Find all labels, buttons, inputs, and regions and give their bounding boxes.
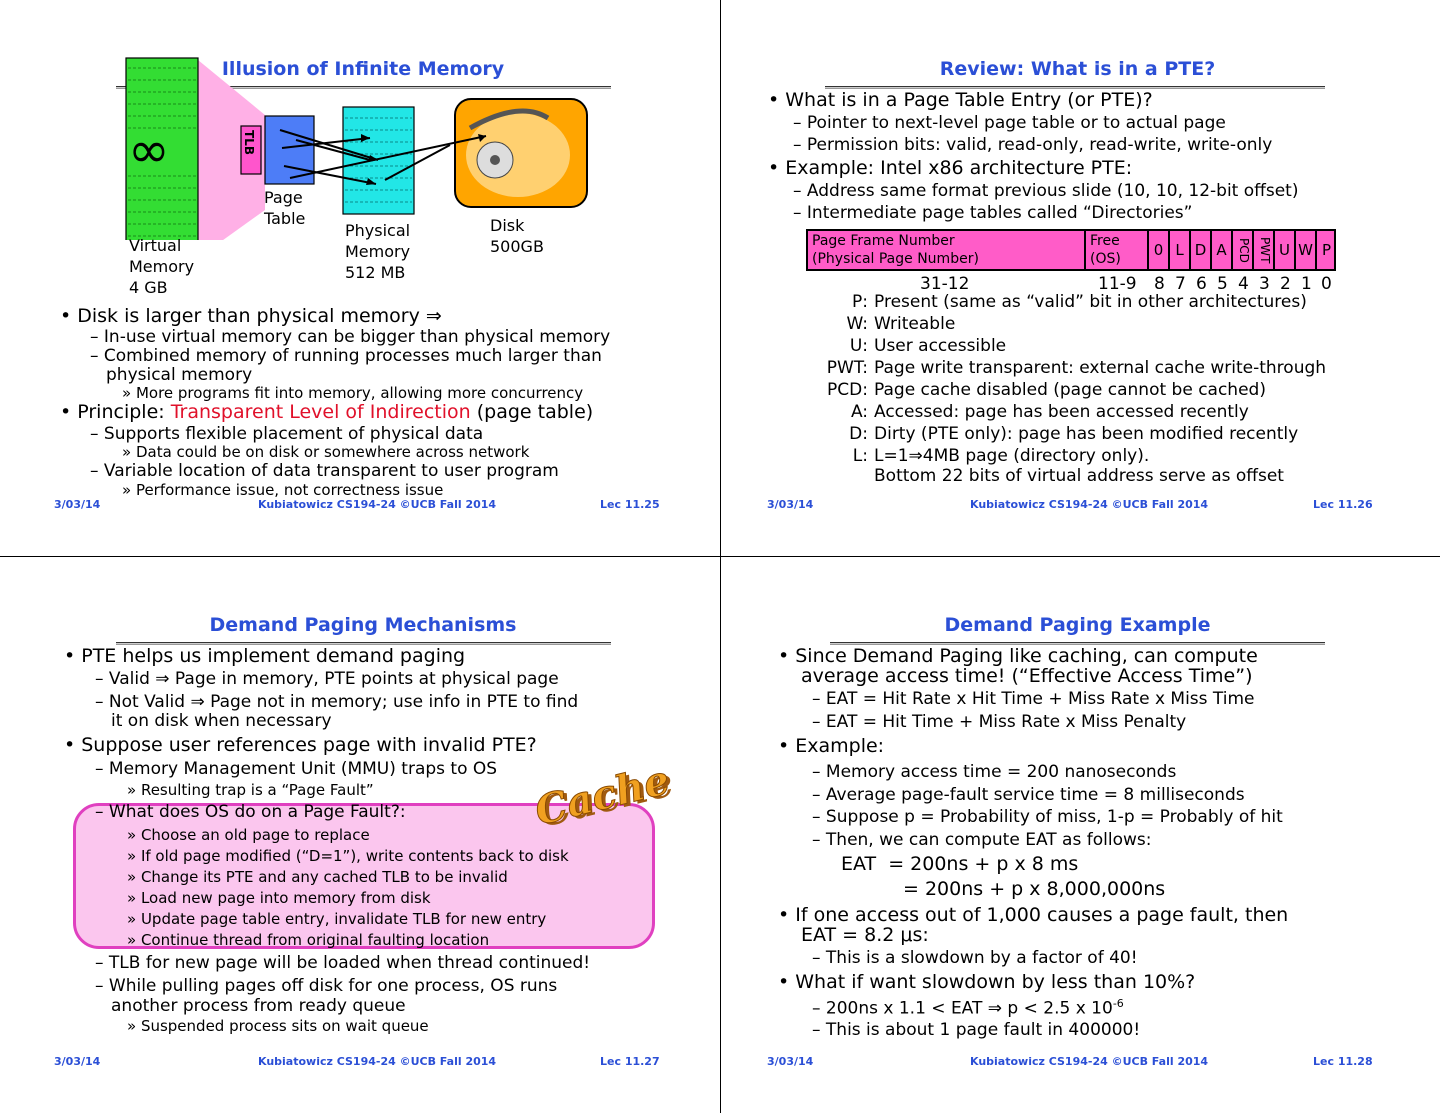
pte-bit: L: [1170, 231, 1191, 269]
slide-demand-paging-example: [720, 557, 1440, 1113]
virtual-memory-label: Virtual Memory 4 GB: [129, 236, 195, 297]
pte-bit: P: [1321, 241, 1332, 259]
bit-number: 4: [1238, 274, 1249, 294]
sub-bullet: – Pointer to next-level page table or to actual page: [793, 113, 1226, 133]
page-table-label: Page Table: [264, 188, 306, 228]
sub-bullet: – This is about 1 page fault in 400000!: [812, 1020, 1141, 1040]
cache-word-art: Cache: [530, 756, 675, 835]
bullet: • Suppose user references page with invalid PTE?: [64, 734, 537, 756]
pte-bit: PCD: [1233, 231, 1254, 269]
pte-field-free: Free (OS): [1086, 231, 1149, 269]
sub-bullet: – Memory access time = 200 nanoseconds: [812, 762, 1177, 782]
bit-number: 0: [1321, 274, 1332, 294]
slide-review-pte: [720, 0, 1440, 556]
bullet: • Example: Intel x86 architecture PTE:: [768, 157, 1133, 179]
sub-bullet: – Average page-fault service time = 8 milliseconds: [812, 785, 1245, 805]
footer-author: Kubiatowicz CS194-24 ©UCB Fall 2014: [970, 1055, 1209, 1068]
sub-bullet: – Variable location of data transparent to user program: [90, 461, 559, 481]
def-key: D:: [849, 424, 868, 444]
sub-bullet: – Then, we can compute EAT as follows:: [812, 830, 1152, 850]
bullet-cont: average access time! (“Effective Access Time”): [801, 665, 1253, 687]
def-value: Present (same as “valid” bit in other architectures): [874, 292, 1307, 312]
sub-sub-bullet: » Resulting trap is a “Page Fault”: [127, 781, 374, 799]
bit-range-free: 11-9: [1098, 274, 1137, 294]
pte-bit: 0: [1149, 231, 1170, 269]
sub-sub-bullet: » More programs fit into memory, allowing more concurrency: [122, 384, 584, 402]
sub-bullet-cont: physical memory: [106, 365, 253, 385]
sub-bullet: – This is a slowdown by a factor of 40!: [812, 948, 1138, 968]
sub-bullet: – What does OS do on a Page Fault?:: [95, 802, 406, 822]
equation-line-1: EAT = 200ns + p x 8 ms: [841, 853, 1079, 875]
slide-title: Demand Paging Mechanisms: [209, 614, 517, 636]
sub-sub-bullet: » Continue thread from original faulting location: [127, 931, 490, 949]
sub-bullet: – Valid ⇒ Page in memory, PTE points at physical page: [95, 669, 559, 689]
footer-author: Kubiatowicz CS194-24 ©UCB Fall 2014: [970, 498, 1209, 511]
bullet: • Example:: [778, 735, 885, 757]
slide-title: Illusion of Infinite Memory: [221, 58, 505, 80]
bit-number: 7: [1175, 274, 1186, 294]
footer-date: 3/03/14: [767, 498, 814, 511]
def-key: PCD:: [827, 380, 868, 400]
sub-sub-bullet: » If old page modified (“D=1”), write contents back to disk: [127, 847, 569, 865]
sub-sub-bullet: » Update page table entry, invalidate TLB for new entry: [127, 910, 547, 928]
slide-illusion-infinite-memory: [0, 0, 720, 556]
def-key: P:: [852, 292, 868, 312]
memory-hierarchy-diagram: [0, 0, 720, 240]
footer-author: Kubiatowicz CS194-24 ©UCB Fall 2014: [258, 498, 497, 511]
sub-sub-bullet: » Change its PTE and any cached TLB to be invalid: [127, 868, 508, 886]
def-value: Dirty (PTE only): page has been modified recently: [874, 424, 1299, 444]
bullet: • PTE helps us implement demand paging: [64, 645, 466, 667]
sub-bullet: – TLB for new page will be loaded when thread continued!: [95, 953, 591, 973]
sub-bullet-formula: – 200ns x 1.1 < EAT ⇒ p < 2.5 x $10^{-6}$: [812, 997, 1124, 1019]
footer-lecture: Lec 11.28: [1313, 1055, 1373, 1068]
def-value: Writeable: [874, 314, 956, 334]
footer-date: 3/03/14: [54, 1055, 101, 1068]
sub-bullet: – Memory Management Unit (MMU) traps to OS: [95, 759, 498, 779]
sub-bullet: – While pulling pages off disk for one process, OS runs: [95, 976, 558, 996]
bullet-principle: • Principle: Transparent Level of Indirection (page table): [60, 401, 594, 423]
pte-field-pfn: Page Frame Number (Physical Page Number): [808, 231, 1086, 269]
def-value: Accessed: page has been accessed recently: [874, 402, 1249, 422]
physical-memory-label: Physical Memory 512 MB: [345, 221, 411, 282]
pte-format-table: [806, 229, 1336, 271]
sub-bullet-cont: it on disk when necessary: [111, 711, 332, 731]
bit-number: 8: [1154, 274, 1165, 294]
footer-date: 3/03/14: [54, 498, 101, 511]
footer-lecture: Lec 11.27: [600, 1055, 660, 1068]
tlb-label: TLB: [242, 130, 256, 155]
slide-title: Review: What is in a PTE?: [939, 58, 1216, 80]
sub-bullet: – Not Valid ⇒ Page not in memory; use info in PTE to find: [95, 692, 579, 712]
sub-bullet: – Suppose p = Probability of miss, 1-p = Probably of hit: [812, 807, 1283, 827]
footer-author: Kubiatowicz CS194-24 ©UCB Fall 2014: [258, 1055, 497, 1068]
pte-bit: A: [1212, 231, 1233, 269]
sub-bullet-cont: another process from ready queue: [111, 996, 406, 1016]
bit-number: 2: [1280, 274, 1291, 294]
def-value-cont: Bottom 22 bits of virtual address serve as offset: [874, 466, 1284, 486]
sub-sub-bullet: » Load new page into memory from disk: [127, 889, 431, 907]
slide-title: Demand Paging Example: [944, 614, 1211, 636]
pte-bit: U: [1275, 231, 1296, 269]
bullet-cont: EAT = 8.2 μs:: [801, 924, 929, 946]
def-key: PWT:: [826, 358, 868, 378]
sub-bullet: – In-use virtual memory can be bigger than physical memory: [90, 327, 611, 347]
bit-number: 1: [1301, 274, 1312, 294]
bullet: • What is in a Page Table Entry (or PTE)?: [768, 89, 1153, 111]
sub-bullet: – Permission bits: valid, read-only, read-write, write-only: [793, 135, 1273, 155]
pte-bit: W: [1296, 231, 1317, 269]
slide-demand-paging-mechanisms: [0, 557, 720, 1113]
def-value: L=1⇒4MB page (directory only).: [874, 446, 1150, 466]
pte-bit: PWT: [1254, 231, 1275, 269]
pte-bit: D: [1191, 231, 1212, 269]
def-value: Page cache disabled (page cannot be cached): [874, 380, 1266, 400]
bit-number: 3: [1259, 274, 1270, 294]
equation-line-2: = 200ns + p x 8,000,000ns: [903, 878, 1166, 900]
def-value: Page write transparent: external cache write-through: [874, 358, 1327, 378]
def-value: User accessible: [874, 336, 1007, 356]
bullet: • What if want slowdown by less than 10%?: [778, 971, 1196, 993]
sub-sub-bullet: » Suspended process sits on wait queue: [127, 1017, 429, 1035]
sub-bullet: – EAT = Hit Rate x Hit Time + Miss Rate x Miss Time: [812, 689, 1255, 709]
def-key: A:: [850, 402, 868, 422]
bit-number: 6: [1196, 274, 1207, 294]
sub-bullet: – Intermediate page tables called “Directories”: [793, 203, 1193, 223]
footer-lecture: Lec 11.25: [600, 498, 660, 511]
def-key: U:: [849, 336, 868, 356]
sub-bullet: – EAT = Hit Time + Miss Rate x Miss Penalty: [812, 712, 1187, 732]
bit-range-pfn: 31-12: [920, 274, 970, 294]
sub-sub-bullet: » Choose an old page to replace: [127, 826, 370, 844]
def-key: W:: [846, 314, 868, 334]
disk-label: Disk 500GB: [490, 216, 544, 256]
sub-bullet: – Supports flexible placement of physical data: [90, 424, 484, 444]
bullet: • Disk is larger than physical memory ⇒: [60, 305, 442, 327]
sub-sub-bullet: » Performance issue, not correctness issue: [122, 481, 444, 499]
bullet: • Since Demand Paging like caching, can compute: [778, 645, 1258, 667]
bullet: • If one access out of 1,000 causes a page fault, then: [778, 904, 1289, 926]
footer-lecture: Lec 11.26: [1313, 498, 1373, 511]
def-key: L:: [852, 446, 868, 466]
infinity-symbol: ∞: [128, 121, 170, 179]
sub-bullet: – Address same format previous slide (10, 10, 12-bit offset): [793, 181, 1299, 201]
sub-bullet: – Combined memory of running processes much larger than: [90, 346, 602, 366]
sub-sub-bullet: » Data could be on disk or somewhere across network: [122, 443, 530, 461]
bit-number: 5: [1217, 274, 1228, 294]
footer-date: 3/03/14: [767, 1055, 814, 1068]
